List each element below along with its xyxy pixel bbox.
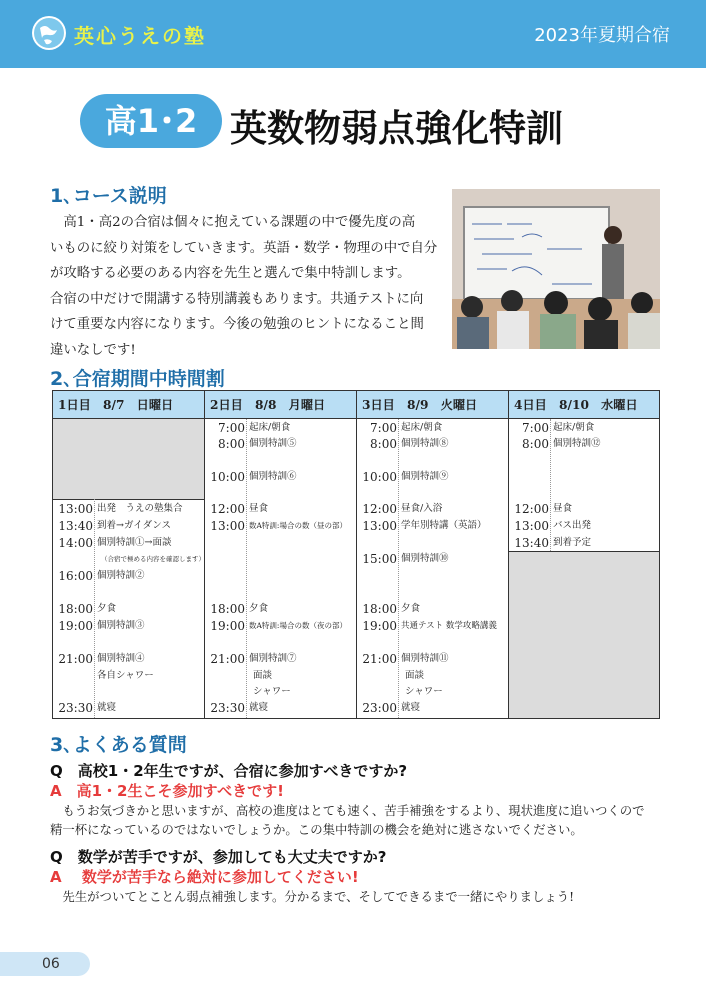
faq-body [50, 801, 670, 839]
schedule-row: 面談 [405, 670, 425, 681]
schedule-row: 面談 [253, 670, 273, 681]
day-header: 2日目 8/8 月曜日 [205, 391, 356, 419]
schedule-table [52, 390, 660, 719]
faq-body-line: 先生がついてとことん弱点補強します。分かるまで、そしてできるまで一緒にやりましょう! [62, 889, 575, 904]
schedule-row: 各自シャワー [97, 670, 154, 681]
schedule-row: 12:00 昼食 [514, 502, 573, 516]
schedule-row: 13:40 到着予定 [514, 536, 592, 550]
course-line: けて重要な内容になります。今後の勉強のヒントになること間 [50, 317, 424, 332]
course-line: が攻略する必要のある内容を先生と選んで集中特訓します。 [50, 266, 411, 281]
schedule-row: 21:00 個別特訓⑪ [362, 652, 449, 666]
course-line: 合宿の中だけで開講する特別講義もあります。共通テストに向 [50, 291, 424, 307]
schedule-row: 10:00 個別特訓⑨ [362, 470, 449, 484]
schedule-row: 13:00 数A特訓:場合の数（昼の部） [210, 519, 347, 533]
page-number: 06 [0, 952, 90, 976]
schedule-row: 7:00 起床/朝食 [370, 421, 443, 435]
day-header: 3日目 8/9 火曜日 [357, 391, 508, 419]
section-heading-course: 1､コース説明 [50, 185, 167, 207]
schedule-row: 19:00 個別特訓③ [58, 619, 145, 633]
faq-answer: A 高1・2生こそ参加すべきです! [50, 782, 285, 800]
course-line: 違いなしです! [50, 342, 136, 358]
schedule-column-day3 [357, 391, 509, 718]
schedule-row: 18:00 夕食 [362, 602, 421, 616]
section-heading-faq: 3､よくある質問 [50, 734, 187, 756]
schedule-row: 19:00 共通テスト 数学攻略講義 [362, 619, 497, 633]
schedule-row: 7:00 起床/朝食 [522, 421, 595, 435]
schedule-row: （合宿で極める内容を確認します） [101, 555, 205, 563]
classroom-photo [452, 189, 660, 349]
schedule-row: 14:00 個別特訓①→面談 [58, 536, 172, 550]
schedule-row: 12:00 昼食/入浴 [362, 502, 443, 516]
header-bar [0, 0, 706, 68]
logo-text: 英心うえの塾 [74, 24, 206, 48]
day-header: 1日目 8/7 日曜日 [53, 391, 204, 419]
faq-question: Q 高校1・2年生ですが、合宿に参加すべきですか? [50, 762, 408, 780]
day-header: 4日目 8/10 水曜日 [509, 391, 659, 419]
faq-body [50, 887, 670, 906]
faq-question: Q 数学が苦手ですが、参加しても大丈夫ですか? [50, 848, 387, 866]
faq-body-line: もうお気づきかと思いますが、高校の進度はとても速く、苦手補強をするより、現状進度に追いつくので [62, 803, 645, 818]
schedule-row: 12:00 昼食 [210, 502, 269, 516]
schedule-row: 23:30 就寝 [58, 701, 117, 715]
course-line: 高1・高2の合宿は個々に抱えている課題の中で優先度の高 [63, 215, 416, 230]
schedule-row: 13:00 バス出発 [514, 519, 592, 533]
course-description [50, 210, 440, 363]
schedule-row: 21:00 個別特訓⑦ [210, 652, 297, 666]
faq-body-line: 精一杯になっているのではないでしょうか。この集中特訓の機会を絶対に逃さないでください。 [50, 822, 583, 837]
course-line: いものに絞り対策をしていきます。英語・数学・物理の中で自分 [50, 240, 438, 256]
schedule-row: 18:00 夕食 [58, 602, 117, 616]
schedule-column-day4 [509, 391, 659, 718]
schedule-row: 8:00 個別特訓⑫ [522, 437, 601, 451]
empty-slot [509, 552, 659, 718]
schedule-row: 8:00 個別特訓⑧ [370, 437, 449, 451]
schedule-row: 23:30 就寝 [210, 701, 269, 715]
logo-globe-icon [32, 16, 66, 50]
schedule-row: シャワー [253, 686, 291, 697]
section-heading-schedule: 2､合宿期間中時間割 [50, 368, 225, 390]
schedule-column-day2 [205, 391, 357, 718]
schedule-row: 15:00 個別特訓⑩ [362, 552, 449, 566]
schedule-row: 7:00 起床/朝食 [218, 421, 291, 435]
title-main: 英数物弱点強化特訓 [230, 107, 563, 150]
schedule-row: 23:00 就寝 [362, 701, 421, 715]
schedule-row: 18:00 夕食 [210, 602, 269, 616]
schedule-row: 21:00 個別特訓④ [58, 652, 145, 666]
schedule-row: 19:00 数A特訓:場合の数（夜の部） [210, 619, 347, 633]
schedule-column-day1 [53, 391, 205, 718]
schedule-row: 13:40 到着→ガイダンス [58, 519, 171, 533]
schedule-row: 13:00 学年別特講（英語） [362, 519, 487, 533]
empty-slot [53, 419, 204, 499]
schedule-row: 8:00 個別特訓⑤ [218, 437, 297, 451]
header-event-label: 2023年夏期合宿 [534, 25, 670, 46]
schedule-row: 10:00 個別特訓⑥ [210, 470, 297, 484]
schedule-row: 16:00 個別特訓② [58, 569, 145, 583]
grade-pill: 高1･2 [80, 94, 222, 148]
schedule-row: シャワー [405, 686, 443, 697]
faq-answer: A 数学が苦手なら絶対に参加してください! [50, 868, 359, 886]
schedule-row: 13:00 出発 うえの塾集合 [58, 502, 183, 516]
